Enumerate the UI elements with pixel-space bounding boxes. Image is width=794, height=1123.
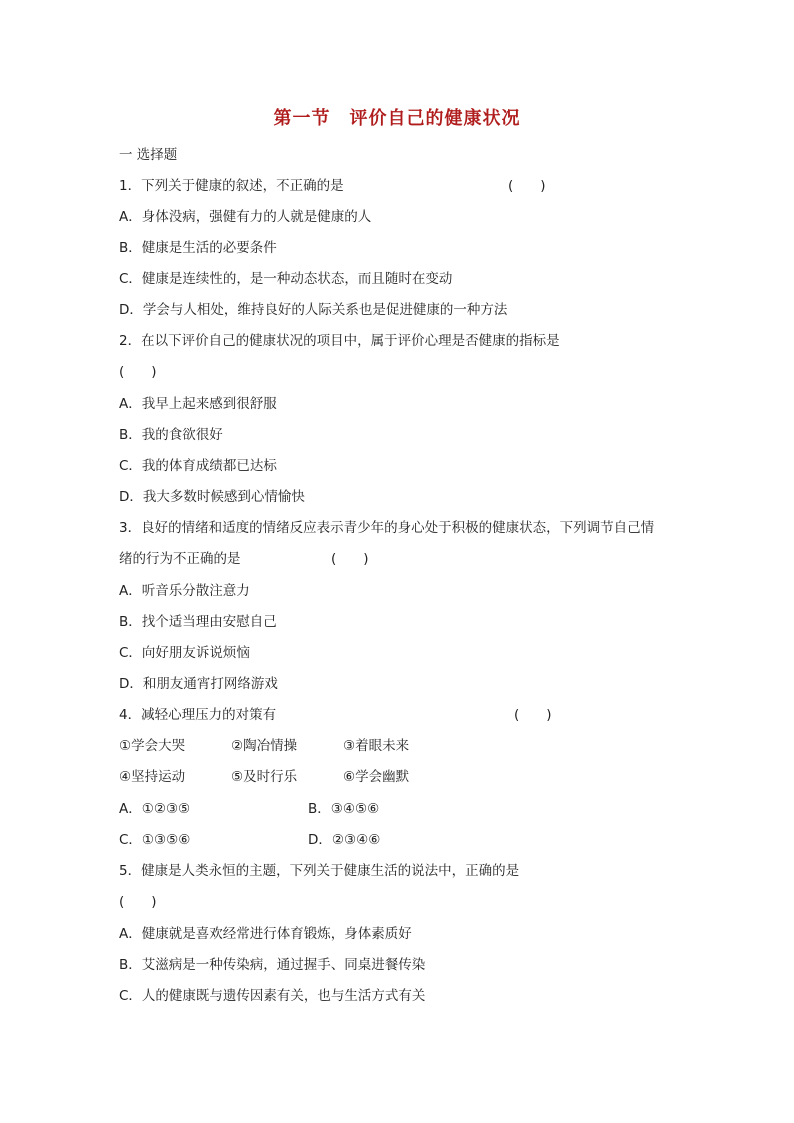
- question-5-stem: 5．健康是人类永恒的主题，下列关于健康生活的说法中，正确的是: [119, 863, 520, 879]
- question-5-option-a: A．健康就是喜欢经常进行体育锻炼，身体素质好: [119, 926, 412, 942]
- question-4-answer-blank: ( ): [514, 707, 552, 723]
- question-5-answer-blank: ( ): [119, 894, 157, 910]
- question-4-item-4: ④坚持运动: [119, 769, 186, 785]
- question-3-stem-line-2: 绪的行为不正确的是: [119, 551, 241, 567]
- question-1-option-a: A．身体没病，强健有力的人就是健康的人: [119, 209, 372, 225]
- question-3-option-d: D．和朋友通宵打网络游戏: [119, 676, 278, 692]
- question-1-option-d: D．学会与人相处，维持良好的人际关系也是促进健康的一种方法: [119, 302, 508, 318]
- question-2-option-c: C．我的体育成绩都已达标: [119, 458, 277, 474]
- question-4-item-2: ②陶冶情操: [231, 738, 298, 754]
- question-5-option-c: C．人的健康既与遗传因素有关，也与生活方式有关: [119, 988, 426, 1004]
- question-1-answer-blank: ( ): [508, 178, 546, 194]
- question-3-option-b: B．找个适当理由安慰自己: [119, 614, 277, 630]
- question-1-stem: 1．下列关于健康的叙述，不正确的是: [119, 178, 344, 194]
- question-4-stem: 4．减轻心理压力的对策有: [119, 707, 277, 723]
- question-2-option-d: D．我大多数时候感到心情愉快: [119, 489, 305, 505]
- question-3-option-a: A．听音乐分散注意力: [119, 583, 250, 599]
- question-4-option-c: C．①③⑤⑥: [119, 832, 191, 848]
- question-2-option-a: A．我早上起来感到很舒服: [119, 396, 277, 412]
- question-4-option-d: D．②③④⑥: [308, 832, 381, 848]
- question-3-answer-blank: ( ): [331, 551, 369, 567]
- question-4-item-6: ⑥学会幽默: [343, 769, 410, 785]
- question-4-option-a: A．①②③⑤: [119, 801, 191, 817]
- question-3-stem-line-1: 3．良好的情绪和适度的情绪反应表示青少年的身心处于积极的健康状态，下列调节自己情: [119, 520, 655, 536]
- question-5-option-b: B．艾滋病是一种传染病，通过握手、同桌进餐传染: [119, 957, 426, 973]
- question-4-item-3: ③着眼未来: [343, 738, 410, 754]
- question-1-option-c: C．健康是连续性的，是一种动态状态，而且随时在变动: [119, 271, 453, 287]
- question-4-option-b: B．③④⑤⑥: [308, 801, 380, 817]
- question-4-item-1: ①学会大哭: [119, 738, 186, 754]
- question-3-option-c: C．向好朋友诉说烦恼: [119, 645, 250, 661]
- question-2-answer-blank: ( ): [119, 364, 157, 380]
- page-title: 第一节 评价自己的健康状况: [273, 108, 521, 129]
- question-2-option-b: B．我的食欲很好: [119, 427, 223, 443]
- question-2-stem: 2．在以下评价自己的健康状况的项目中，属于评价心理是否健康的指标是: [119, 333, 560, 349]
- question-1-option-b: B．健康是生活的必要条件: [119, 240, 277, 256]
- section-heading: 一 选择题: [119, 147, 178, 163]
- question-4-item-5: ⑤及时行乐: [231, 769, 298, 785]
